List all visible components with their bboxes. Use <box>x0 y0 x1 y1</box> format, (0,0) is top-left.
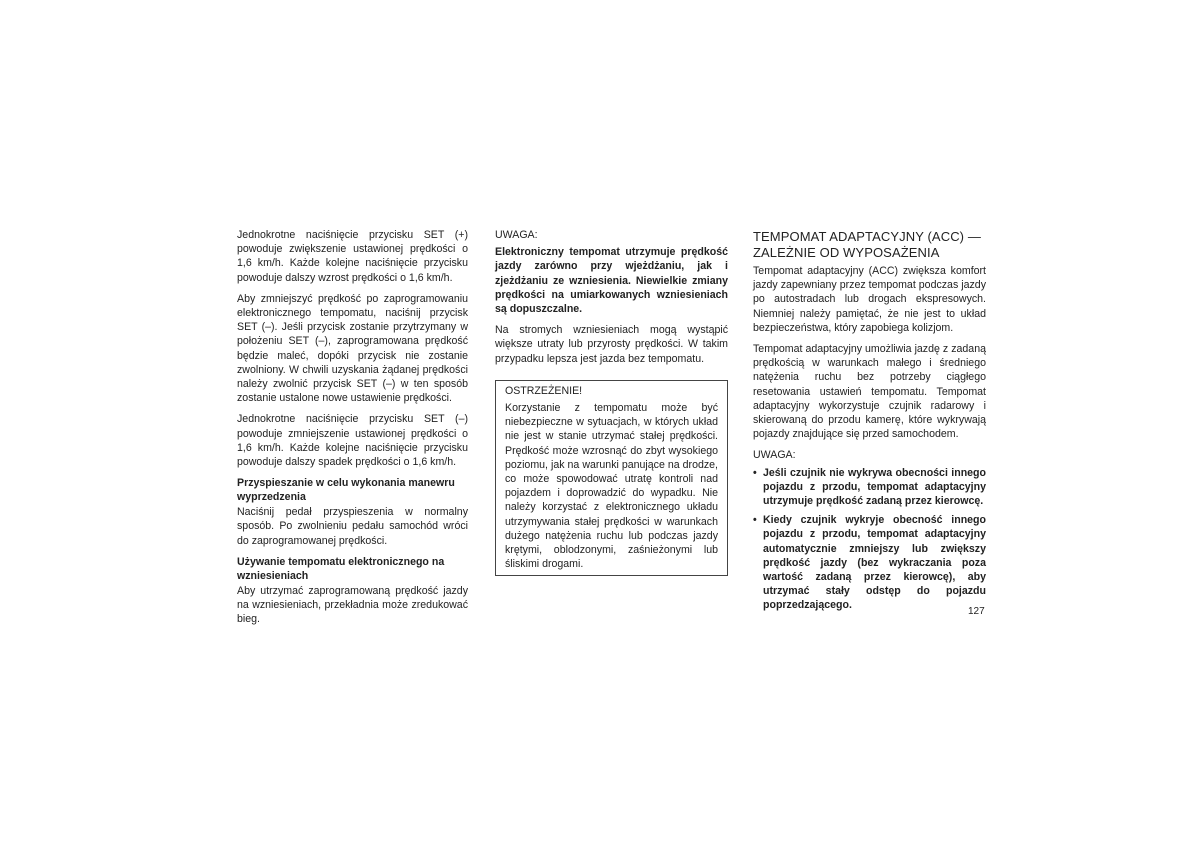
note-bullet-list <box>753 466 986 613</box>
note-label: UWAGA: <box>495 229 538 241</box>
paragraph-acc-intro: Tempomat adaptacyjny (ACC) zwiększa komfort jazdy zapewniany przez tempomat podczas jazdy po autostradach lub drogach ekspresowych. Niemniej należy pamiętać, że nie jest to układ bezpieczeństwa, który zapobiega kolizjom. <box>753 265 986 334</box>
note-text: Na stromych wzniesieniach mogą wystąpić większe utraty lub przyrosty prędkości. W takim przypadku lepsza jest jazda bez tempomatu. <box>495 324 728 365</box>
warning-title: OSTRZEŻENIE! <box>505 384 583 397</box>
bullet-icon: • <box>753 514 757 527</box>
page-number: 127 <box>968 606 985 617</box>
note-label-acc: UWAGA: <box>753 449 796 462</box>
paragraph-decrease-speed: Aby zmniejszyć prędkość po zaprogramowaniu elektronicznego tempomatu, naciśnij przycisk SET (–). Jeśli przycisk zostanie przytrzymany w położeniu SET (–), zaprogramowana prędkość będzie maleć, dopóki przycisk nie zostanie zwolniony. W chwili uzyskania żądanej prędkości należy zwolnić przycisk SET (–) w ten sposób zostanie ustalone nowe ustawienie prędkości. <box>237 292 468 405</box>
right-column <box>753 229 986 618</box>
warning-text: Korzystanie z tempomatu może być niebezpieczne w sytuacjach, w których układ nie jest w stanie utrzymać stałej prędkości. Prędkość może wzrosnąć do zbyt wysokiego poziomu, jak na warunki panujące na drodze, co może spowodować utratę kontroli nad pojazdem i doprowadzić do wypadku. Nie należy korzystać z elektronicznego układu utrzymywania stałej prędkości w warunkach dużego natężenia ruchu lub podczas jazdy krętymi, oblodzonymi, zaśnieżonymi lub śliskimi drogami. <box>505 402 718 571</box>
list-item <box>753 466 986 509</box>
warning-box <box>495 380 728 577</box>
subheading-hills: Używanie tempomatu elektronicznego na wzniesieniach <box>237 555 445 582</box>
left-column <box>237 228 468 633</box>
paragraph-set-minus: Jednokrotne naciśnięcie przycisku SET (–) powoduje zmniejszenie ustawionej prędkości o 1,6 km/h. Każde kolejne naciśnięcie przycisku powoduje dalszy spadek prędkości o 1,6 km/h. <box>237 413 468 469</box>
paragraph-set-plus: Jednokrotne naciśnięcie przycisku SET (+) powoduje zwiększenie ustawionej prędkości o 1,6 km/h. Każde kolejne naciśnięcie przycisku powoduje dalszy wzrost prędkości o 1,6 km/h. <box>237 229 468 284</box>
subheading-overtaking: Przyspieszanie w celu wykonania manewru wyprzedzenia <box>237 477 455 504</box>
list-item-text: Kiedy czujnik wykryje obecność innego pojazdu z przodu, tempomat adaptacyjny automatycznie zmniejszy lub zwiększy prędkość jazdy (bez wykraczania poza wartość zadaną przez kierowcę), aby utrzymać stały odstęp do pojazdu poprzedzającego. <box>763 514 986 612</box>
list-item <box>753 513 986 612</box>
section-title-line1: TEMPOMAT ADAPTACYJNY (ACC) — <box>753 229 981 244</box>
paragraph-hills: Aby utrzymać zaprogramowaną prędkość jazdy na wzniesieniach, przekładnia może zredukować bieg. <box>237 584 468 626</box>
section-title <box>753 229 986 260</box>
section-title-line2: ZALEŻNIE OD WYPOSAŻENIA <box>753 244 940 260</box>
paragraph-overtaking: Naciśnij pedał przyspieszenia w normalny sposób. Po zwolnieniu pedału samochód wróci do zaprogramowanej prędkości. <box>237 506 468 547</box>
paragraph-acc-function: Tempomat adaptacyjny umożliwia jazdę z zadaną prędkością w warunkach małego i średniego natężenia ruchu bez potrzeby ciągłego resetowania ustawień tempomatu. Tempomat adaptacyjny wykorzystuje czujnik radarowy i skierowaną do przodu kamerę, które wykrywają pojazdy znajdujące się przed samochodem. <box>753 343 986 441</box>
middle-column <box>495 228 728 576</box>
list-item-text: Jeśli czujnik nie wykrywa obecności innego pojazdu z przodu, tempomat adaptacyjny utrzymuje prędkość zadaną przez kierowcę. <box>763 466 986 508</box>
bullet-icon: • <box>753 466 757 479</box>
note-bold-text: Elektroniczny tempomat utrzymuje prędkość jazdy zarówno przy wjeżdżaniu, jak i zjeżdżaniu ze wzniesienia. Niewielkie zmiany prędkości na umiarkowanych wzniesieniach są dopuszczalne. <box>495 246 728 316</box>
